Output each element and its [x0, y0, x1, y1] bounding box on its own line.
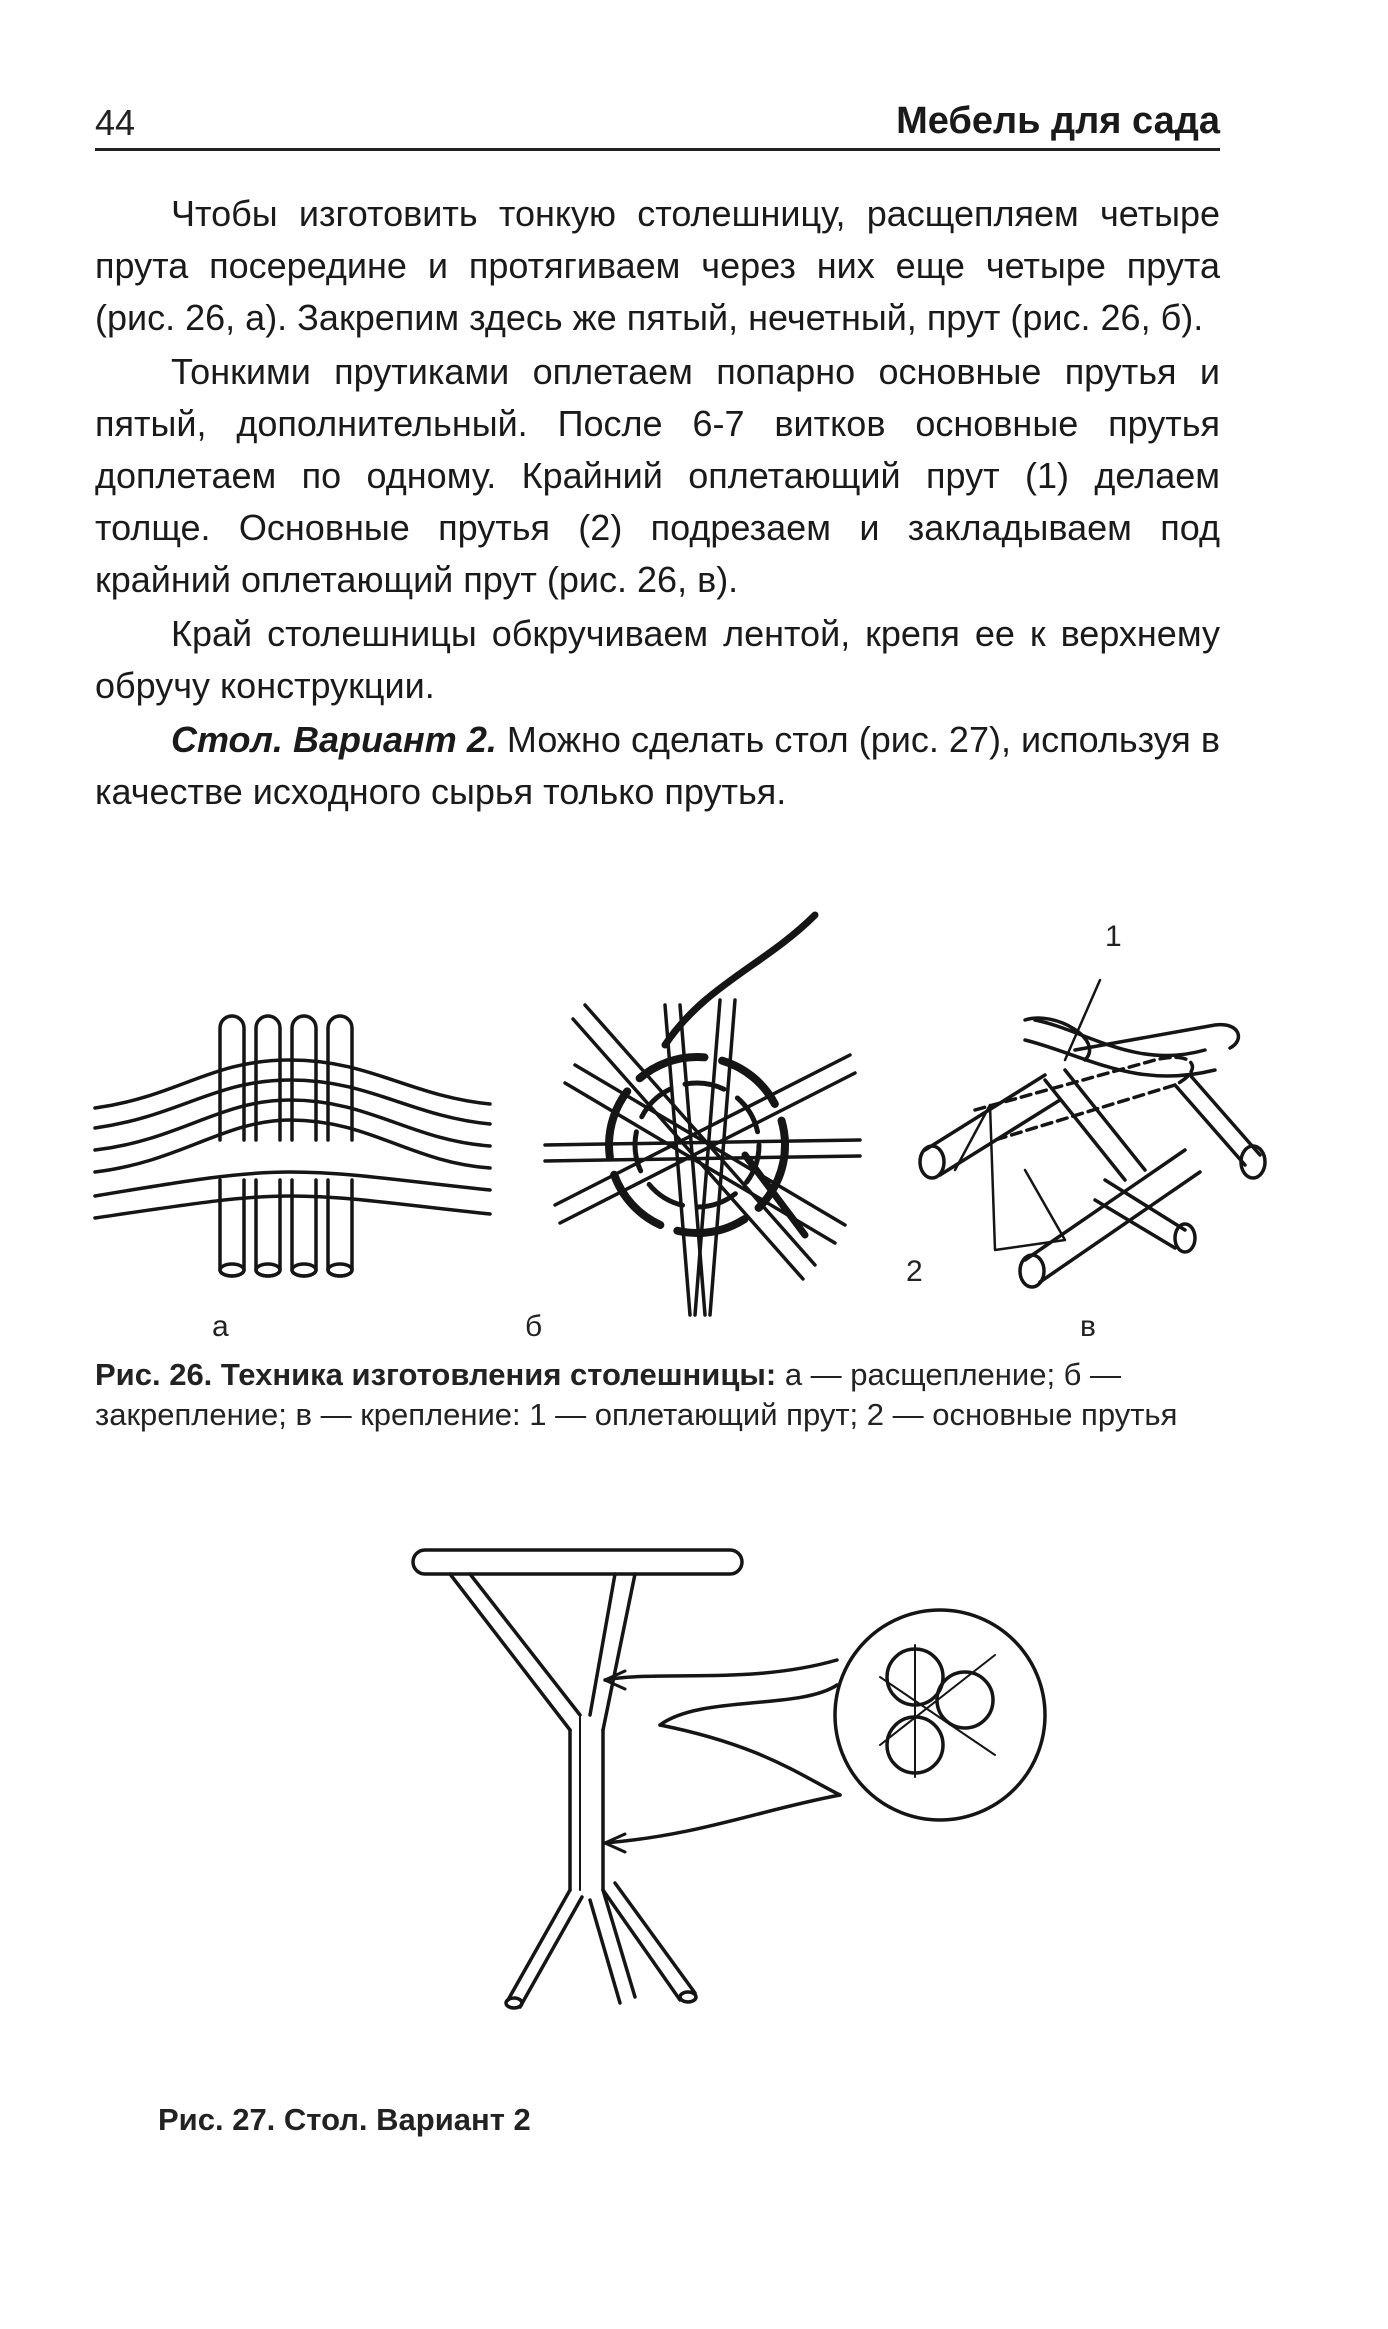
- figure-26v-label: в: [1080, 1310, 1096, 1343]
- figure-27-caption: [158, 2100, 1283, 2140]
- figure-27-caption-text: Рис. 27. Стол. Вариант 2: [158, 2102, 531, 2137]
- section-lead: Стол. Вариант 2.: [171, 719, 497, 760]
- figure-26-caption-text: а — расщепление; б — закрепление; в — крепление: 1 — оплетающий прут; 2 — основные прутья: [95, 1357, 1178, 1432]
- running-title: Мебель для сада: [896, 100, 1220, 142]
- body-text: [95, 188, 1220, 818]
- paragraph-4: [95, 714, 1220, 818]
- figure-26v-callout-1: 1: [1105, 920, 1122, 953]
- figure-26-caption: [95, 1355, 1220, 1435]
- page-number: 44: [95, 102, 136, 143]
- figure-27-table: [400, 1545, 1080, 2025]
- figure-26v-callout-2: 2: [906, 1255, 923, 1288]
- paragraph-2: Тонкими прутиками оплетаем попарно основные прутья и пятый, дополнительный. После 6-7 витков основные прутья доплетаем по одному. Крайний оплетающий прут (1) делаем толще. Основные прутья (2) подрезаем и закладываем под крайний оплетающий прут (рис. 26, в).: [95, 351, 1220, 600]
- paragraph-3: Край столешницы обкручиваем лентой, крепя ее к верхнему обручу конструкции.: [95, 613, 1220, 706]
- figure-26b-label: б: [525, 1310, 543, 1343]
- page-header: [95, 100, 1220, 151]
- section-text: Можно сделать стол (рис. 27), используя в качестве исходного сырья только прутья.: [95, 719, 1220, 812]
- figure-26v-fixing: [885, 930, 1285, 1300]
- figure-26b-fastening: [515, 905, 875, 1325]
- paragraph-1: Чтобы изготовить тонкую столешницу, расщепляем четыре прута посередине и протягиваем через них еще четыре прута (рис. 26, а). Закрепим здесь же пятый, нечетный, прут (рис. 26, б).: [95, 193, 1220, 338]
- figure-26a-label: а: [212, 1310, 229, 1343]
- figure-26a-splitting: [90, 1000, 500, 1300]
- figure-26-caption-head: Рис. 26. Техника изготовления столешницы:: [95, 1357, 777, 1392]
